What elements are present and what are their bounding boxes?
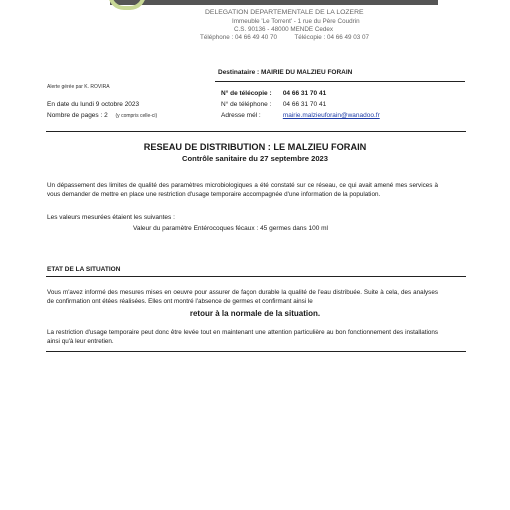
intro-paragraph: Un dépassement des limites de qualité des paramètres microbiologiques a été constaté sur ce réseau, ce qui avait amené mes services à vous demander de mettre en place une restriction d'usage temporaire accompagnée d'une information de la population.: [47, 182, 438, 198]
address-line-1: Immeuble 'Le Torrent' - 1 rue du Père Coudrin: [232, 18, 360, 25]
logo-arc: [108, 0, 146, 10]
values-line: Valeur du paramètre Entérocoques fécaux : 45 germes dans 100 ml: [133, 225, 328, 232]
section-title: ETAT DE LA SITUATION: [47, 266, 121, 273]
header-bar: [110, 0, 438, 5]
recipient-label: Destinataire :: [218, 69, 260, 76]
phone-label: Téléphone :: [200, 34, 234, 41]
pages-label: Nombre de pages : 2: [47, 112, 108, 119]
alert-by: Alerte gérée par K. ROVIRA: [47, 84, 110, 90]
delegation-name: DELEGATION DEPARTEMENTALE DE LA LOZERE: [205, 9, 364, 16]
fax-label: Télécopie :: [294, 34, 326, 41]
fax-row: [221, 90, 326, 97]
return-normal: retour à la normale de la situation.: [189, 309, 321, 318]
header-contact: [200, 34, 369, 41]
closing-rule: [46, 351, 466, 352]
pages-note: (y compris celle-ci): [115, 113, 158, 119]
pages-line: [47, 112, 157, 119]
date-line: En date du lundi 9 octobre 2023: [47, 101, 140, 108]
fax-label: N° de télécopie :: [221, 90, 272, 97]
fax-value: 04 66 49 03 07: [327, 34, 370, 41]
phone-label: N° de téléphone :: [221, 101, 272, 108]
title-rule-top: [46, 131, 466, 132]
address-line-2: C.S. 90136 - 48000 MENDE Cedex: [234, 26, 334, 33]
phone-row: [221, 101, 326, 108]
fax-value: 04 66 31 70 41: [282, 90, 327, 97]
recipient-line: [218, 69, 352, 76]
situation-paragraph: Vous m'avez informé des mesures mises en oeuvre pour assurer de façon durable la qualité de l'eau distribuée. Suite à cela, des analyses de confirmation ont étées réalisées. Elles ont montré l'absence de germes et confirmant ainsi le: [47, 289, 438, 305]
email-label: Adresse mél :: [221, 112, 261, 119]
values-intro: Les valeurs mesurées étaient les suivantes :: [47, 214, 175, 221]
email-row: [221, 112, 380, 119]
document-title: RESEAU DE DISTRIBUTION : LE MALZIEU FORAIN: [143, 142, 367, 152]
phone-value: 04 66 49 40 70: [235, 34, 278, 41]
recipient-rule: [215, 81, 465, 82]
document-subtitle: Contrôle sanitaire du 27 septembre 2023: [181, 154, 329, 163]
recipient-value: MAIRIE DU MALZIEU FORAIN: [261, 69, 353, 76]
section-rule: [46, 276, 466, 277]
phone-value: 04 66 31 70 41: [282, 101, 327, 108]
closing-paragraph: La restriction d'usage temporaire peut donc être levée tout en maintenant une attention particulière au bon fonctionnement des installations ainsi qu'à leur entretien.: [47, 329, 438, 345]
email-link[interactable]: mairie.malzieuforain@wanadoo.fr: [282, 112, 380, 119]
